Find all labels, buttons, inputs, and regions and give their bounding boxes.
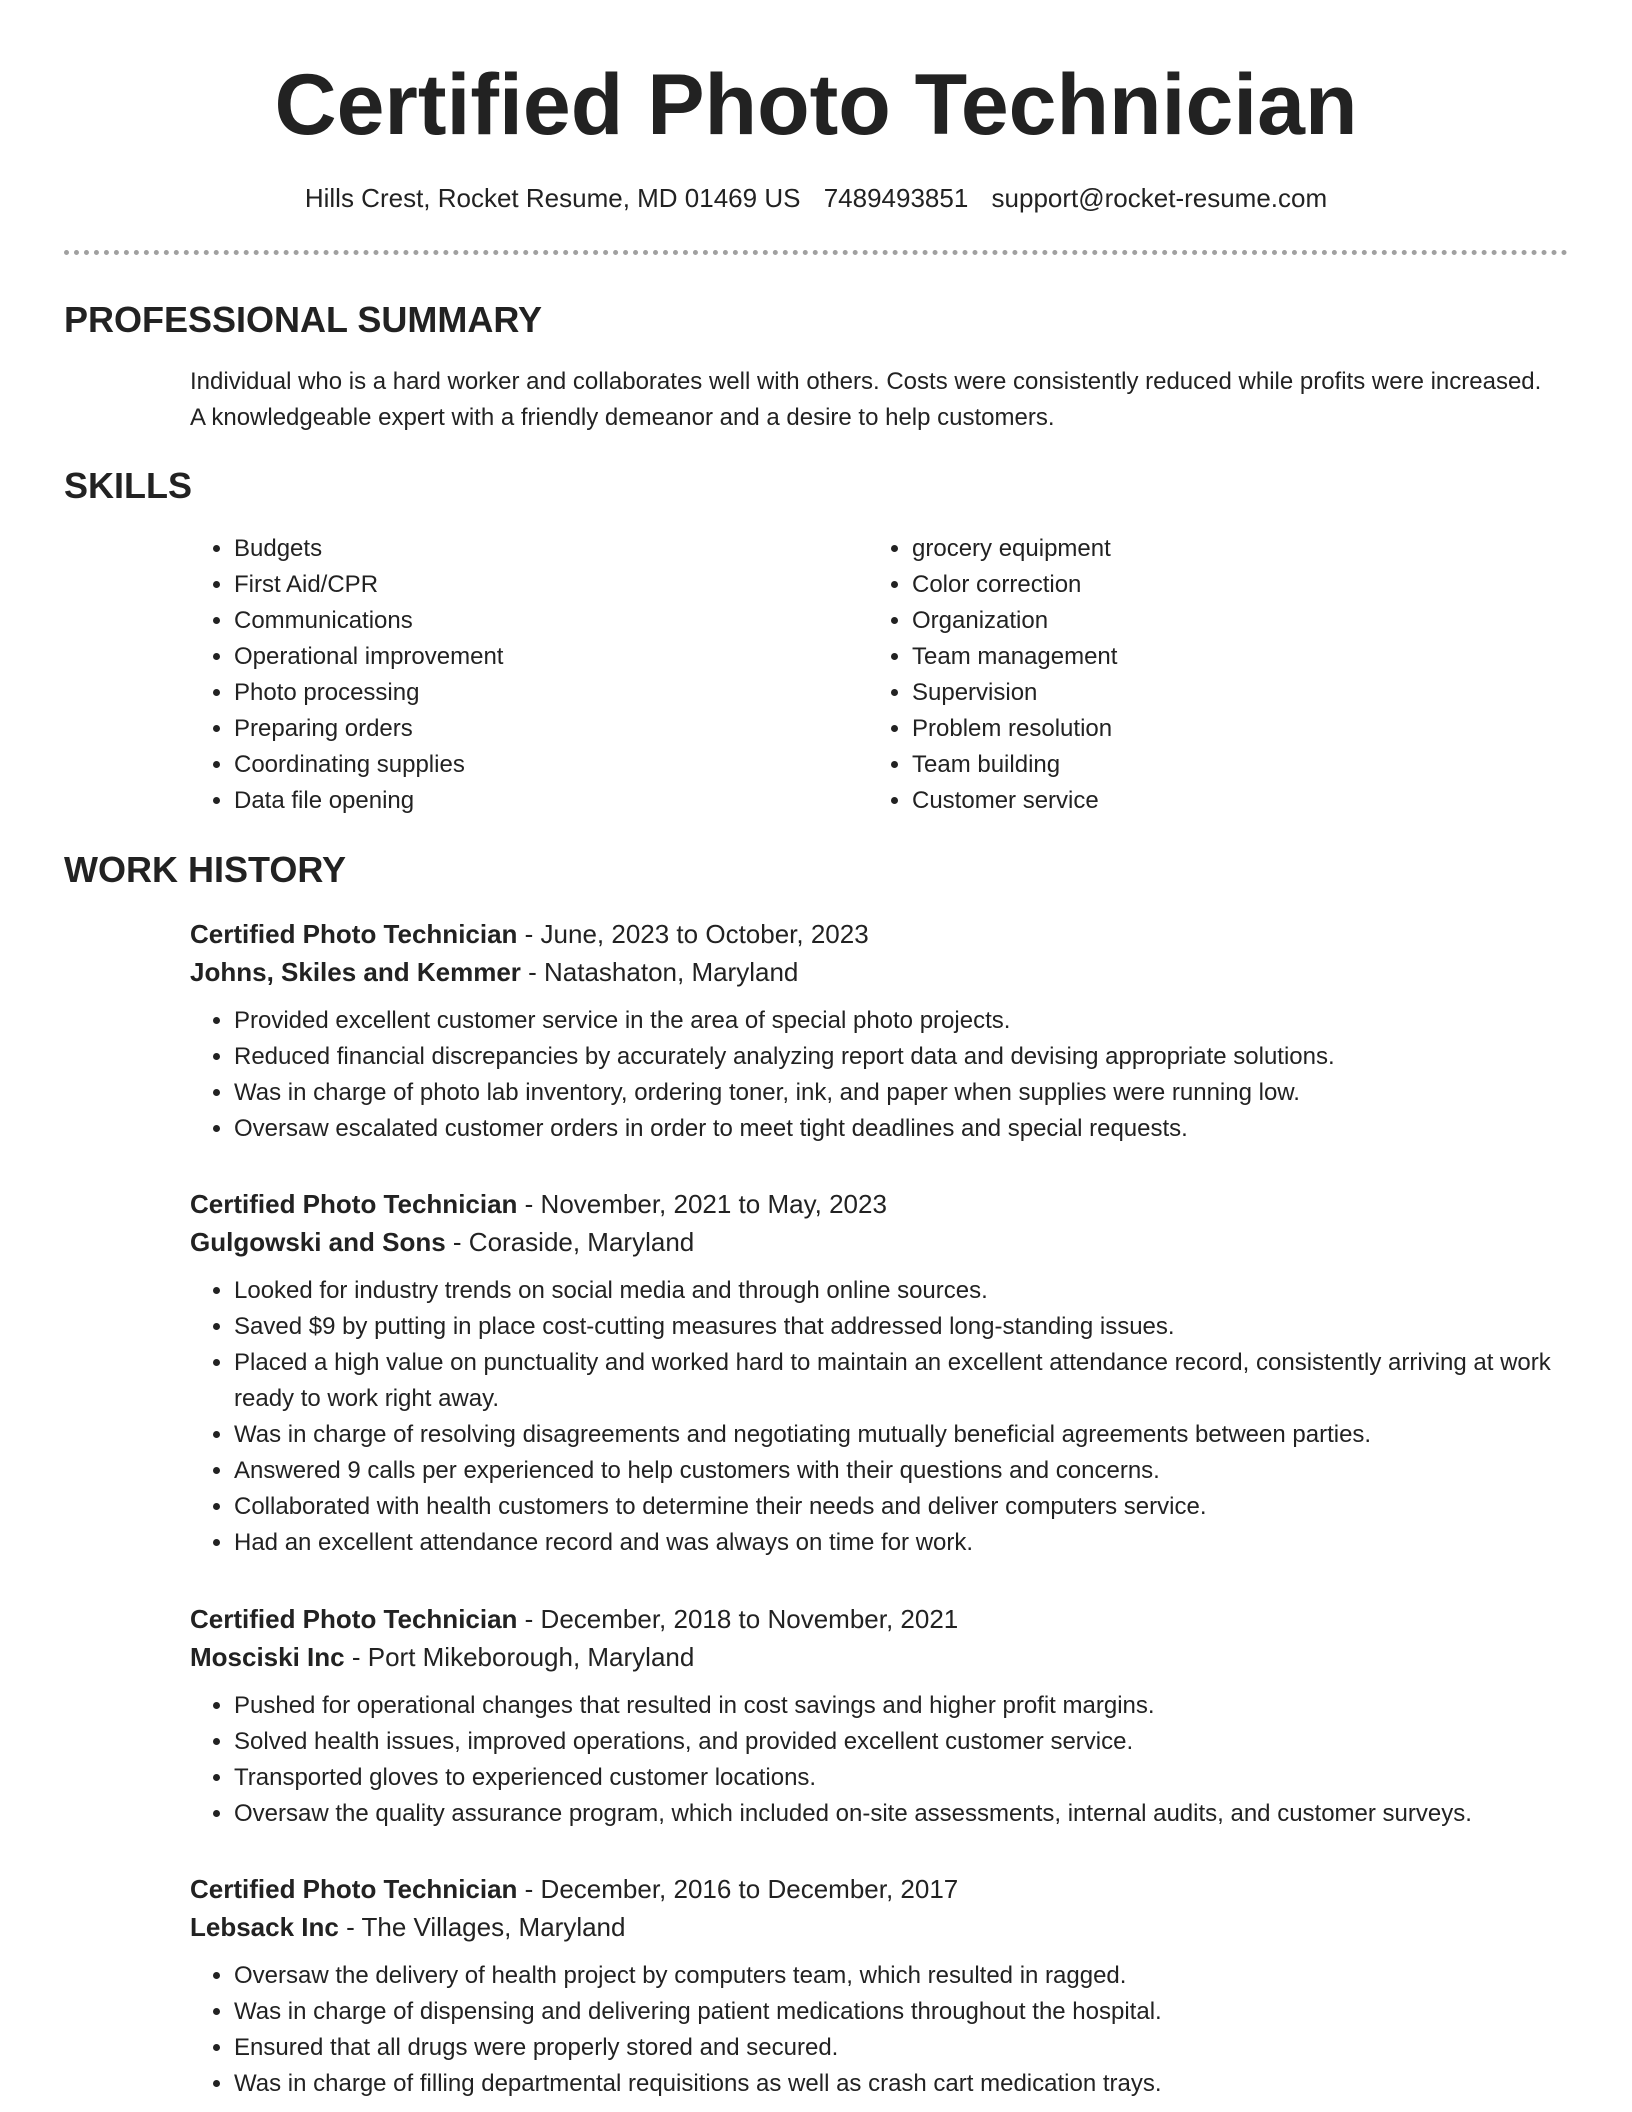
skill-item: • Preparing orders: [234, 711, 834, 747]
job-bullet: • Had an excellent attendance record and was always on time for work.: [234, 1525, 1560, 1561]
job-bullets: [190, 1273, 1560, 1561]
skill-item: • Communications: [234, 603, 834, 639]
job-bullet: • Was in charge of dispensing and delivering patient medications throughout the hospital.: [234, 1994, 1560, 2030]
skill-item: • Data file opening: [234, 783, 834, 819]
job-entry: [190, 915, 1560, 1147]
skill-item: • Color correction: [912, 567, 1512, 603]
job-company-line: [190, 1638, 1560, 1676]
job-company-line: [190, 953, 1560, 991]
resume-name: Certified Photo Technician: [274, 57, 1358, 153]
summary-heading: PROFESSIONAL SUMMARY: [64, 299, 543, 340]
job-bullet: • Was in charge of filling departmental requisitions as well as crash cart medication trays.: [234, 2066, 1560, 2102]
skill-item: • Problem resolution: [912, 711, 1512, 747]
job-entry: [190, 1185, 1560, 1561]
job-bullets: [190, 1003, 1560, 1147]
skill-item: • Photo processing: [234, 675, 834, 711]
job-bullet: • Saved $9 by putting in place cost-cutting measures that addressed long-standing issues.: [234, 1309, 1560, 1345]
skills-list-left: [190, 531, 834, 819]
job-title-line: [190, 1600, 1560, 1638]
job-bullet: • Answered 9 calls per experienced to help customers with their questions and concerns.: [234, 1453, 1560, 1489]
job-bullet: • Collaborated with health customers to determine their needs and deliver computers service.: [234, 1489, 1560, 1525]
job-bullets: [190, 1688, 1560, 1832]
contact-address: Hills Crest, Rocket Resume, MD 01469 US: [304, 183, 801, 213]
job-location: - Coraside, Maryland: [445, 1227, 695, 1257]
contact-line: [0, 180, 1632, 216]
job-bullet: • Reduced financial discrepancies by accurately analyzing report data and devising appropriate solutions.: [234, 1039, 1560, 1075]
job-bullet: • Was in charge of photo lab inventory, ordering toner, ink, and paper when supplies were running low.: [234, 1075, 1560, 1111]
skill-item: • Team management: [912, 639, 1512, 675]
skill-item: • First Aid/CPR: [234, 567, 834, 603]
job-bullet: • Solved health issues, improved operations, and provided excellent customer service.: [234, 1724, 1560, 1760]
job-bullet: • Oversaw the delivery of health project by computers team, which resulted in ragged.: [234, 1958, 1560, 1994]
job-bullet: • Oversaw escalated customer orders in order to meet tight deadlines and special requests.: [234, 1111, 1560, 1147]
job-title-line: [190, 1870, 1560, 1908]
skill-item: • Team building: [912, 747, 1512, 783]
job-location: - Natashaton, Maryland: [520, 957, 799, 987]
skill-item: • Organization: [912, 603, 1512, 639]
job-entry: [190, 1870, 1560, 2102]
job-dates: - November, 2021 to May, 2023: [517, 1189, 887, 1219]
summary-text: Individual who is a hard worker and collaborates well with others. Costs were consistently reduced while profits were increased. A knowledgeable expert with a friendly demeanor and a desire to help customers.: [190, 368, 1542, 431]
job-bullets: [190, 1958, 1560, 2102]
job-title-line: [190, 915, 1560, 953]
job-role: Certified Photo Technician: [190, 1189, 518, 1219]
job-dates: - June, 2023 to October, 2023: [517, 919, 869, 949]
job-role: Certified Photo Technician: [190, 1874, 518, 1904]
skill-item: • Customer service: [912, 783, 1512, 819]
skills-list-right: [868, 531, 1512, 819]
job-bullet: • Oversaw the quality assurance program, which included on-site assessments, internal audits, and customer surveys.: [234, 1796, 1560, 1832]
job-location: - Port Mikeborough, Maryland: [344, 1642, 695, 1672]
job-bullet: • Was in charge of resolving disagreements and negotiating mutually beneficial agreements between parties.: [234, 1417, 1560, 1453]
contact-email: support@rocket-resume.com: [991, 183, 1328, 213]
job-dates: - December, 2016 to December, 2017: [517, 1874, 959, 1904]
job-bullet: • Provided excellent customer service in the area of special photo projects.: [234, 1003, 1560, 1039]
contact-phone: 7489493851: [823, 183, 969, 213]
job-bullet: • Looked for industry trends on social media and through online sources.: [234, 1273, 1560, 1309]
skill-item: • Supervision: [912, 675, 1512, 711]
skill-item: • Budgets: [234, 531, 834, 567]
job-bullet: • Transported gloves to experienced customer locations.: [234, 1760, 1560, 1796]
work-history-heading: WORK HISTORY: [64, 849, 347, 890]
job-company: Mosciski Inc: [190, 1642, 345, 1672]
skill-item: • Coordinating supplies: [234, 747, 834, 783]
job-role: Certified Photo Technician: [190, 919, 518, 949]
header-divider: [64, 250, 1568, 255]
job-company: Johns, Skiles and Kemmer: [190, 957, 521, 987]
skill-item: • Operational improvement: [234, 639, 834, 675]
job-bullet: • Pushed for operational changes that resulted in cost savings and higher profit margins.: [234, 1688, 1560, 1724]
job-bullet: • Placed a high value on punctuality and worked hard to maintain an excellent attendance record, consistently arriving at work ready to work right away.: [234, 1345, 1560, 1417]
job-entry: [190, 1600, 1560, 1832]
job-bullet: • Ensured that all drugs were properly stored and secured.: [234, 2030, 1560, 2066]
skills-heading: SKILLS: [64, 465, 193, 506]
job-dates: - December, 2018 to November, 2021: [517, 1604, 959, 1634]
skill-item: • grocery equipment: [912, 531, 1512, 567]
job-role: Certified Photo Technician: [190, 1604, 518, 1634]
job-company: Lebsack Inc: [190, 1912, 339, 1942]
job-company: Gulgowski and Sons: [190, 1227, 446, 1257]
job-location: - The Villages, Maryland: [338, 1912, 626, 1942]
job-company-line: [190, 1908, 1560, 1946]
job-company-line: [190, 1223, 1560, 1261]
job-title-line: [190, 1185, 1560, 1223]
